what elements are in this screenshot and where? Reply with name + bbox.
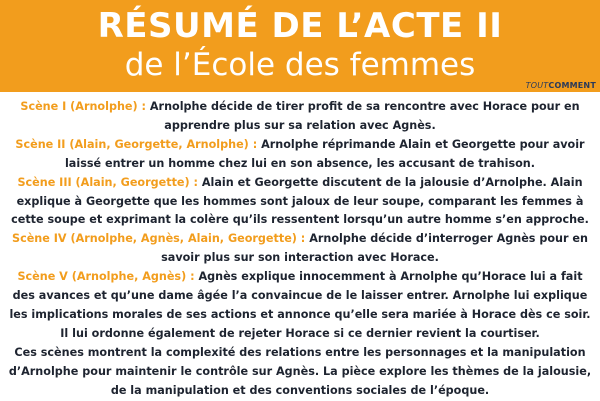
scene-4-text: Arnolphe décide d’interroger Agnès pour en savoir plus sur son interaction avec Horace. (161, 232, 588, 265)
scene-4-label: Scène IV (Arnolphe, Agnès, Alain, Georgette) : (12, 232, 310, 246)
page-subtitle: de l’École des femmes (124, 47, 476, 83)
page-title: RÉSUMÉ DE L’ACTE II (97, 6, 503, 46)
brand-logo-part1: TOUT (525, 81, 549, 90)
summary-content (0, 92, 600, 401)
scene-3-text: Alain et Georgette discutent de la jalousie d’Arnolphe. Alain explique à Georgette que les hommes sont jaloux de leur soupe, comparant les femmes à cette soupe et exprimant la colère qu’ils ressentent lorsqu’un autre homme s’en approche. (11, 175, 589, 227)
header-banner (0, 0, 600, 92)
conclusion-paragraph: Ces scènes montrent la complexité des relations entre les personnages et la manipulation d’Arnolphe pour maintenir le contrôle sur Agnès. La pièce explore les thèmes de la jalousie, de la manipulation et des conventions sociales de l’époque. (8, 345, 592, 397)
scene-2-paragraph (8, 136, 592, 174)
scene-2-label: Scène II (Alain, Georgette, Arnolphe) : (15, 137, 262, 151)
brand-logo-part2: COMMENT (548, 81, 596, 90)
scene-5-text: Agnès explique innocemment à Arnolphe qu’Horace lui a fait des avances et qu’une dame âgée l’a convaincue de le laisser entrer. Arnolphe lui explique les implications morales de ses actions et annonce qu’elle sera mariée à Horace dès ce soir. Il lui ordonne également de rejeter Horace si ce dernier revient la courtiser. (9, 270, 591, 340)
scene-1-label: Scène I (Arnolphe) : (20, 100, 150, 113)
scene-3-label: Scène III (Alain, Georgette) : (17, 175, 202, 189)
brand-logo (526, 81, 596, 90)
scene-1-text: Arnolphe décide de tirer profit de sa rencontre avec Horace pour en apprendre plus sur sa relation avec Agnès. (149, 100, 580, 132)
scene-3-paragraph (8, 174, 592, 231)
scene-1-paragraph (8, 98, 592, 136)
scene-5-paragraph (8, 268, 592, 344)
scene-2-text: Arnolphe réprimande Alain et Georgette pour avoir laissé entrer un homme chez lui en son absence, les accusant de trahison. (64, 137, 585, 170)
scene-4-paragraph (8, 230, 592, 268)
scene-5-label: Scène V (Arnolphe, Agnès) : (17, 270, 199, 284)
